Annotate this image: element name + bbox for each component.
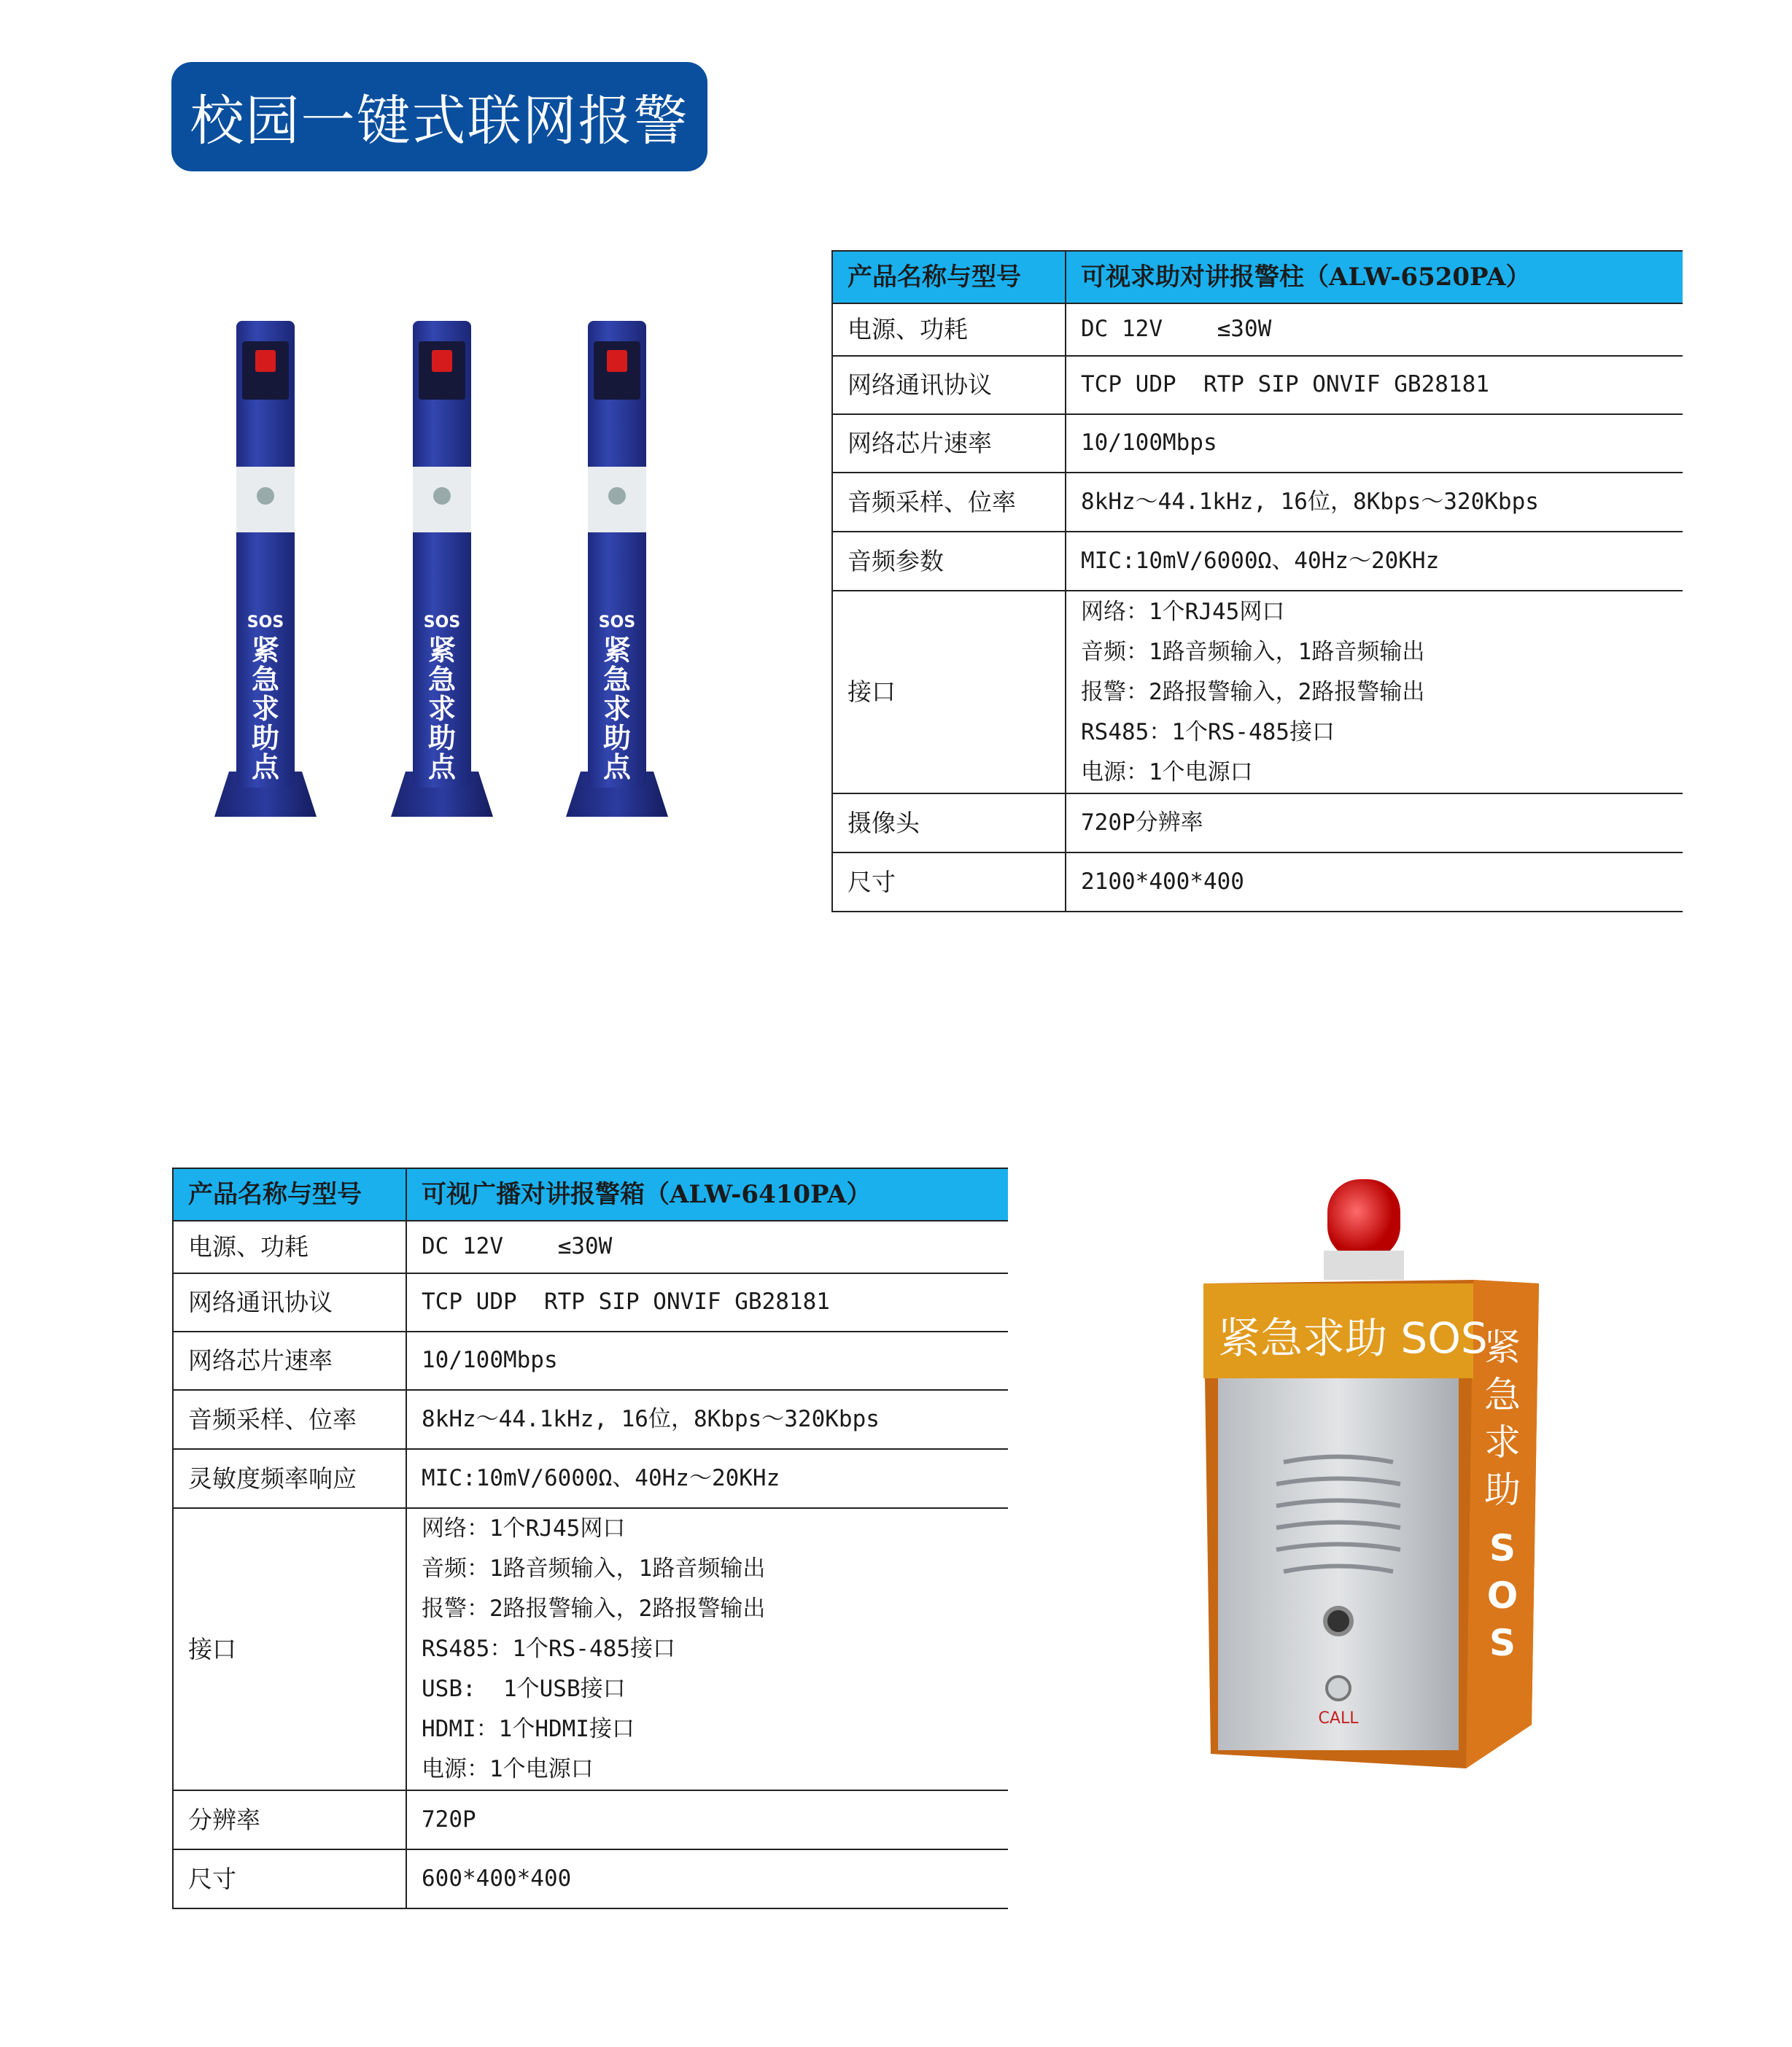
spec-value xyxy=(1066,473,1683,532)
svg-text:助: 助 xyxy=(251,722,280,754)
pillar xyxy=(566,321,668,817)
product1-spec-table xyxy=(831,250,1683,912)
pillar xyxy=(391,321,493,817)
spec-value xyxy=(1066,793,1683,852)
svg-text:急: 急 xyxy=(1484,1374,1521,1416)
spec-value xyxy=(406,1449,1008,1508)
spec-label: 音频采样、位率 xyxy=(173,1390,406,1449)
spec-value-line: MIC:10mV/6000Ω、40Hz～20KHz xyxy=(1081,547,1440,574)
svg-text:紧: 紧 xyxy=(427,634,457,667)
pillar-label xyxy=(428,634,457,783)
table-row xyxy=(832,303,1683,356)
table-row xyxy=(173,1849,1008,1908)
box-side-label xyxy=(1484,1327,1521,1664)
svg-text:急: 急 xyxy=(602,664,632,696)
header-label-cell: 产品名称与型号 xyxy=(173,1168,406,1221)
table-row xyxy=(173,1221,1008,1273)
spec-value xyxy=(1066,532,1683,591)
spec-value xyxy=(1066,852,1683,912)
call-button[interactable] xyxy=(1327,1677,1350,1700)
spec-label: 网络通讯协议 xyxy=(832,356,1066,414)
spec-value-line: 音频：1路音频输入，1路音频输出 xyxy=(422,1555,766,1582)
spec-value-line: 2100*400*400 xyxy=(1081,868,1244,895)
table-row xyxy=(832,532,1683,591)
svg-text:S: S xyxy=(1489,1622,1516,1664)
spec-value-line: HDMI：1个HDMI接口 xyxy=(422,1716,635,1742)
product1-image xyxy=(204,321,861,875)
table-row xyxy=(832,414,1683,473)
table-row xyxy=(832,793,1683,852)
spec-value-line: TCP UDP RTP SIP ONVIF GB28181 xyxy=(1081,371,1489,398)
pillar-sos-text: SOS xyxy=(423,613,461,632)
pillar-sos-text: SOS xyxy=(247,613,284,632)
spec-value xyxy=(406,1508,1008,1790)
table-row xyxy=(832,473,1683,532)
spec-value-line: 网络：1个RJ45网口 xyxy=(1081,598,1285,625)
spec-value xyxy=(406,1790,1008,1849)
spec-value xyxy=(1066,414,1683,473)
svg-text:S: S xyxy=(1489,1527,1516,1569)
spec-value-line: RS485：1个RS-485接口 xyxy=(1081,718,1335,745)
svg-text:O: O xyxy=(1486,1574,1518,1617)
table-row xyxy=(173,1273,1008,1332)
table-header-row xyxy=(173,1168,1008,1221)
spec-value xyxy=(406,1332,1008,1390)
svg-text:紧: 紧 xyxy=(1484,1327,1521,1369)
pillar-sos-text: SOS xyxy=(598,613,636,632)
spec-value xyxy=(406,1390,1008,1449)
table-row xyxy=(173,1508,1008,1790)
spec-label: 灵敏度频率响应 xyxy=(173,1449,406,1508)
svg-text:紧: 紧 xyxy=(602,634,632,667)
spec-label: 网络通讯协议 xyxy=(173,1273,406,1332)
svg-text:助: 助 xyxy=(427,722,457,754)
svg-text:助: 助 xyxy=(602,722,632,754)
spec-value-line: 720P分辨率 xyxy=(1081,809,1203,836)
page-title-banner xyxy=(171,62,707,171)
alarm-lamp-icon xyxy=(1324,1179,1404,1280)
table-row xyxy=(173,1332,1008,1390)
svg-text:助: 助 xyxy=(1484,1469,1521,1511)
svg-text:求: 求 xyxy=(427,693,457,725)
spec-label: 分辨率 xyxy=(173,1790,406,1849)
table-row xyxy=(173,1449,1008,1508)
spec-label: 尺寸 xyxy=(173,1849,406,1908)
spec-value xyxy=(406,1849,1008,1908)
svg-text:点: 点 xyxy=(427,751,457,783)
spec-value xyxy=(406,1221,1008,1273)
table-row xyxy=(832,356,1683,414)
svg-text:紧: 紧 xyxy=(251,634,280,667)
svg-text:急: 急 xyxy=(427,664,457,696)
spec-value-line: 报警：2路报警输入，2路报警输出 xyxy=(422,1596,766,1622)
spec-value-line: 网络：1个RJ45网口 xyxy=(422,1515,626,1542)
pillar xyxy=(214,321,317,817)
spec-value-line: 电源：1个电源口 xyxy=(422,1756,594,1782)
spec-value xyxy=(1066,591,1683,793)
pillar-label xyxy=(603,634,632,783)
svg-text:点: 点 xyxy=(602,751,632,783)
spec-value-line: 8kHz～44.1kHz, 16位，8Kbps～320Kbps xyxy=(1081,488,1539,515)
spec-value-line: DC 12V ≤30W xyxy=(1081,316,1272,343)
spec-value xyxy=(1066,303,1683,356)
spec-label: 尺寸 xyxy=(832,852,1066,912)
spec-label: 接口 xyxy=(173,1508,406,1790)
spec-value-line: 8kHz～44.1kHz, 16位，8Kbps～320Kbps xyxy=(422,1405,880,1432)
spec-value xyxy=(406,1273,1008,1332)
spec-label: 电源、功耗 xyxy=(832,303,1066,356)
box-front-label: 紧急求助 SOS xyxy=(1218,1313,1488,1363)
spec-label: 音频参数 xyxy=(832,532,1066,591)
spec-value-line: USB: 1个USB接口 xyxy=(422,1676,626,1702)
spec-value-line: 电源：1个电源口 xyxy=(1081,758,1253,785)
spec-value-line: 音频：1路音频输入，1路音频输出 xyxy=(1081,638,1425,665)
spec-label: 接口 xyxy=(832,591,1066,793)
product2-spec-table xyxy=(172,1168,1008,1909)
svg-text:点: 点 xyxy=(251,751,280,783)
svg-text:求: 求 xyxy=(602,693,632,725)
svg-text:求: 求 xyxy=(251,693,280,725)
svg-text:急: 急 xyxy=(251,664,280,696)
spec-label: 电源、功耗 xyxy=(173,1221,406,1273)
pillar-label xyxy=(252,634,280,783)
header-model-cell: 可视广播对讲报警箱（ALW-6410PA） xyxy=(406,1168,1008,1221)
spec-label: 网络芯片速率 xyxy=(832,414,1066,473)
header-label-cell: 产品名称与型号 xyxy=(832,251,1066,303)
call-label: CALL xyxy=(1318,1709,1359,1728)
table-row xyxy=(173,1790,1008,1849)
spec-value-line: MIC:10mV/6000Ω、40Hz～20KHz xyxy=(422,1464,780,1491)
svg-text:求: 求 xyxy=(1484,1421,1521,1464)
table-header-row xyxy=(832,251,1683,303)
spec-value-line: 10/100Mbps xyxy=(1081,430,1217,457)
table-row xyxy=(832,852,1683,912)
header-model-cell: 可视求助对讲报警柱（ALW-6520PA） xyxy=(1066,251,1683,303)
spec-value-line: RS485：1个RS-485接口 xyxy=(422,1636,675,1662)
spec-value-line: 600*400*400 xyxy=(422,1865,572,1892)
page-title: 校园一键式联网报警 xyxy=(190,90,689,152)
table-row xyxy=(832,591,1683,793)
spec-value xyxy=(1066,356,1683,414)
spec-label: 音频采样、位率 xyxy=(832,473,1066,532)
spec-value-line: TCP UDP RTP SIP ONVIF GB28181 xyxy=(422,1289,830,1316)
spec-value-line: 10/100Mbps xyxy=(422,1347,558,1374)
camera-icon xyxy=(1325,1608,1351,1634)
spec-value-line: DC 12V ≤30W xyxy=(422,1233,613,1260)
spec-value-line: 720P xyxy=(422,1806,476,1833)
table-row xyxy=(173,1390,1008,1449)
spec-label: 网络芯片速率 xyxy=(173,1332,406,1390)
product2-image xyxy=(1182,1170,1561,1776)
spec-label: 摄像头 xyxy=(832,793,1066,852)
spec-value-line: 报警：2路报警输入，2路报警输出 xyxy=(1081,678,1425,705)
